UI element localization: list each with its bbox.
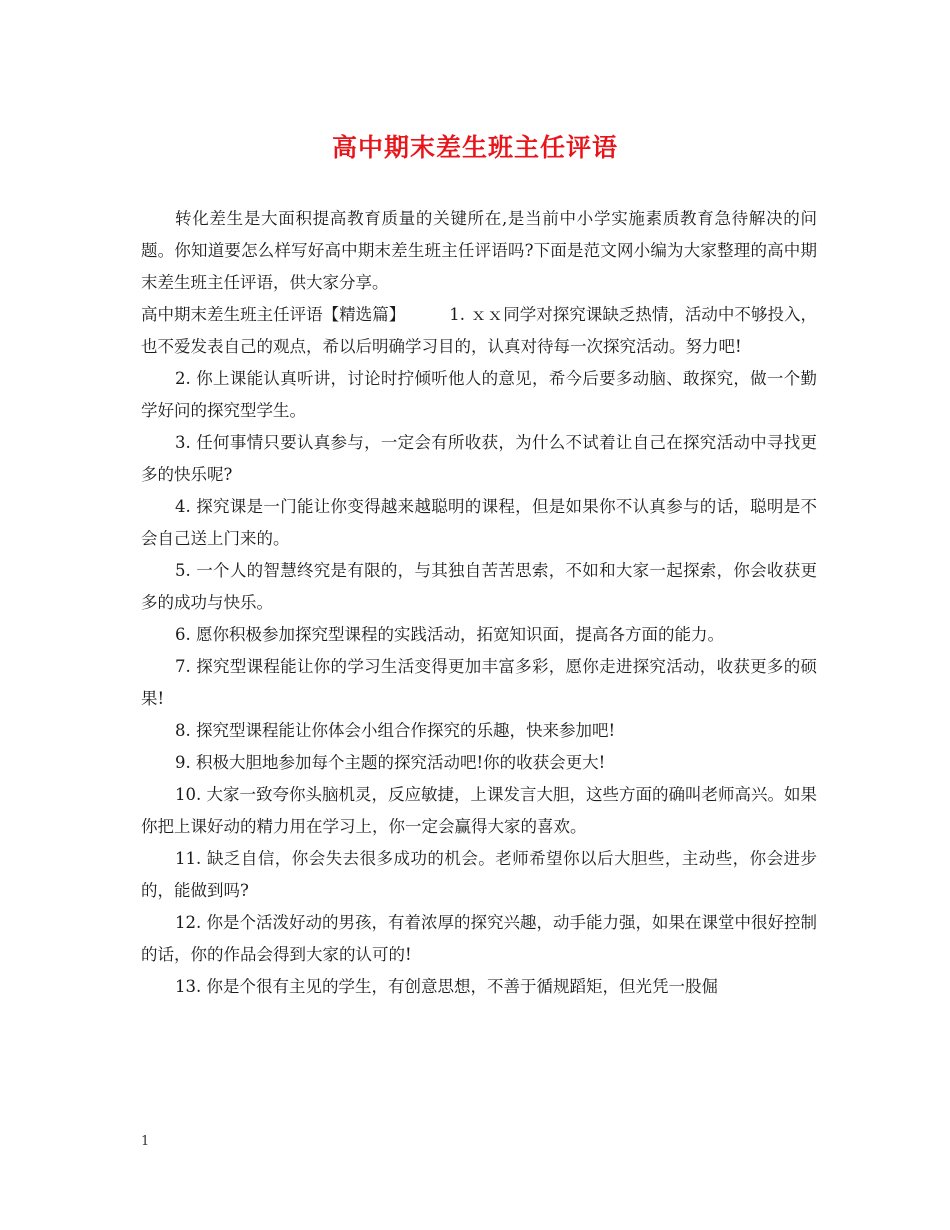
list-item: 10. 大家一致夸你头脑机灵，反应敏捷，上课发言大胆，这些方面的确叫老师高兴。如果你把上课好动的精力用在学习上，你一定会赢得大家的喜欢。 xyxy=(141,785,817,836)
document-title: 高中期末差生班主任评语 xyxy=(331,133,618,162)
intro-paragraph: 转化差生是大面积提高教育质量的关键所在,是当前中小学实施素质教育急待解决的问题。你知道要怎么样写好高中期末差生班主任评语吗?下面是范文网小编为大家整理的高中期末差生班主任评语，供大家分享。 xyxy=(141,209,817,292)
list-item: 8. 探究型课程能让你体会小组合作探究的乐趣，快来参加吧! xyxy=(175,721,616,740)
list-item: 6. 愿你积极参加探究型课程的实践活动，拓宽知识面，提高各方面的能力。 xyxy=(175,625,724,644)
list-item: 3. 任何事情只要认真参与，一定会有所收获，为什么不试着让自己在探究活动中寻找更多的快乐呢? xyxy=(141,433,817,484)
list-item: 12. 你是个活泼好动的男孩，有着浓厚的探究兴趣，动手能力强，如果在课堂中很好控制的话，你的作品会得到大家的认可的! xyxy=(141,913,817,964)
section-heading: 高中期末差生班主任评语【精选篇】 xyxy=(141,305,406,324)
list-item: 9. 积极大胆地参加每个主题的探究活动吧!你的收获会更大! xyxy=(175,753,606,772)
list-item: 7. 探究型课程能让你的学习生活变得更加丰富多彩，愿你走进探究活动，收获更多的硕果! xyxy=(141,657,817,708)
document-body xyxy=(141,203,817,1003)
page-number: 1 xyxy=(141,1134,150,1149)
list-item: 11. 缺乏自信，你会失去很多成功的机会。老师希望你以后大胆些，主动些，你会进步的，能做到吗? xyxy=(141,849,817,900)
list-item: 13. 你是个很有主见的学生，有创意思想，不善于循规蹈矩，但光凭一股倔 xyxy=(175,977,718,996)
list-item: 2. 你上课能认真听讲，讨论时拧倾听他人的意见，希今后要多动脑、敢探究，做一个勤学好问的探究型学生。 xyxy=(141,369,817,420)
section-paragraph xyxy=(141,299,817,363)
list-item: 4. 探究课是一门能让你变得越来越聪明的课程，但是如果你不认真参与的话，聪明是不会自己送上门来的。 xyxy=(141,497,817,548)
list-item: 5. 一个人的智慧终究是有限的，与其独自苦苦思索，不如和大家一起探索，你会收获更多的成功与快乐。 xyxy=(141,561,817,612)
list-item: 1. ｘｘ同学对探究课缺乏热情，活动中不够投入，也不爱发表自己的观点，希以后明确学习目的，认真对待每一次探究活动。努力吧! xyxy=(141,305,817,356)
